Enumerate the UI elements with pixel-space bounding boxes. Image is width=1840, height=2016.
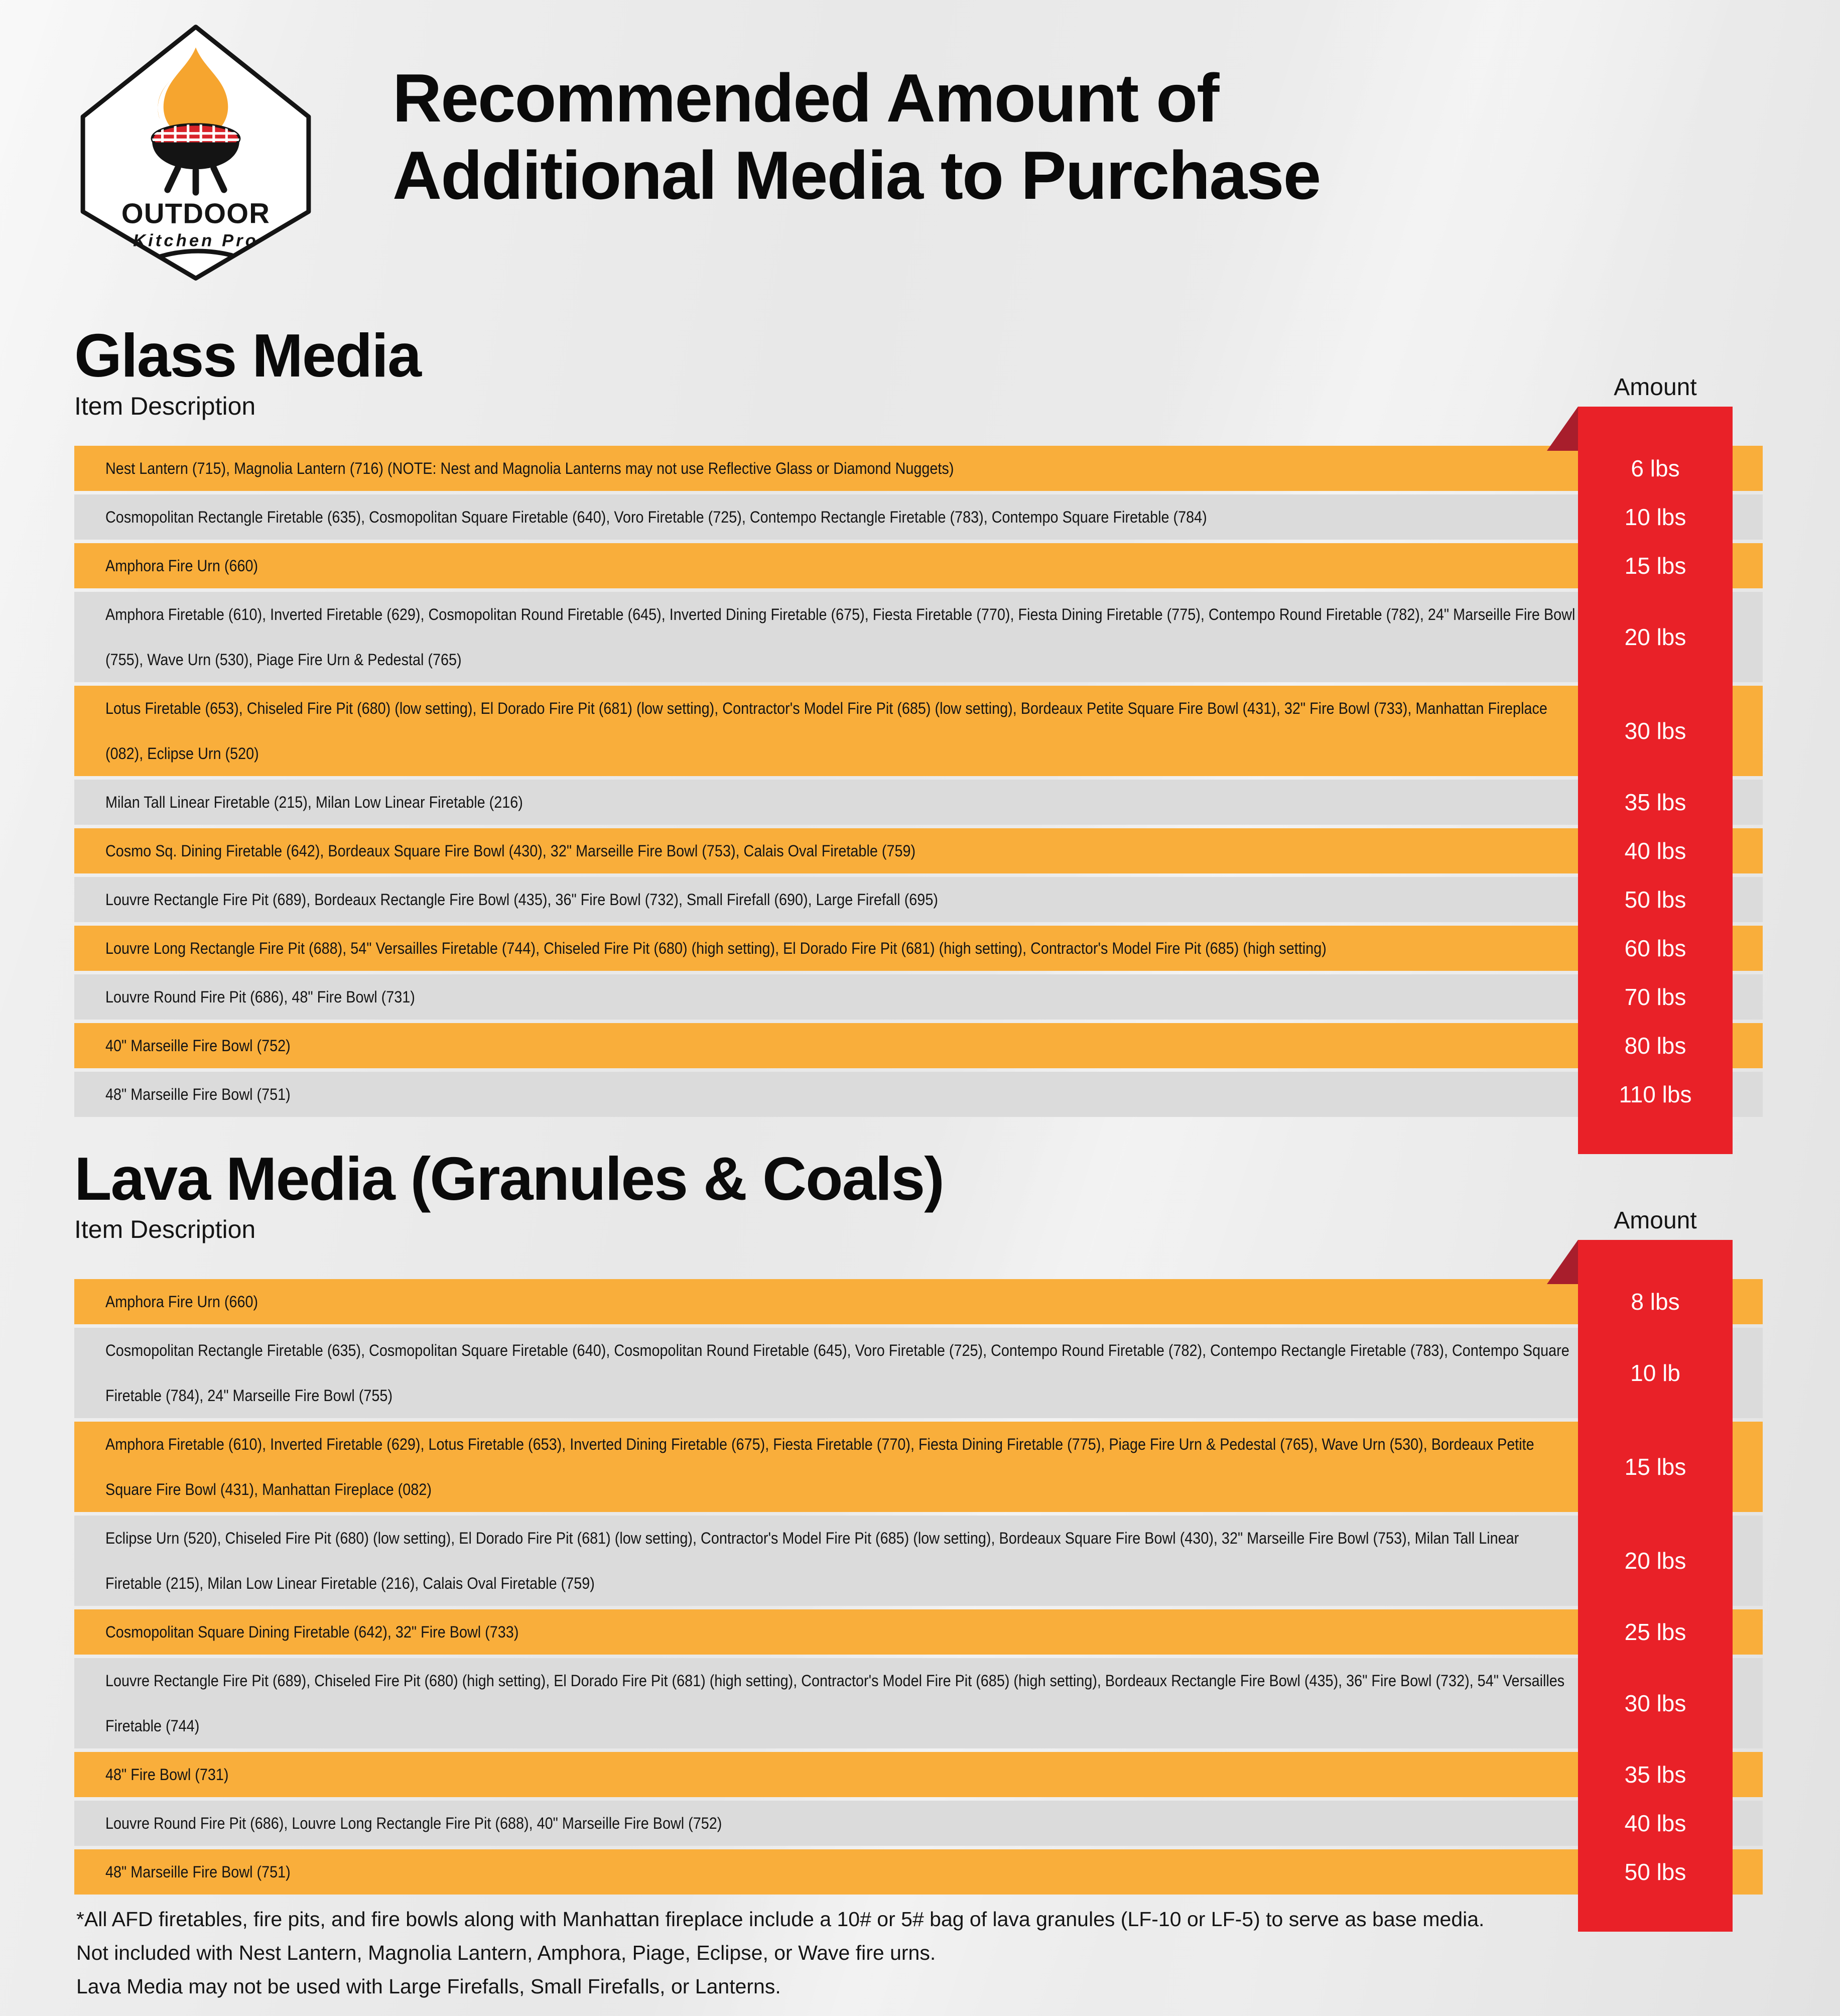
amount-value: 10 lb bbox=[1630, 1360, 1680, 1386]
table-row bbox=[74, 543, 1763, 588]
footnote-line: *All AFD firetables, fire pits, and fire bowls along with Manhattan fireplace include a 10# or 5# bag of lava granules (LF-10 or LF-5) to serve as base media. bbox=[76, 1908, 1485, 1931]
table-row bbox=[74, 446, 1763, 491]
page-title-line1: Recommended Amount of bbox=[392, 60, 1219, 136]
logo-word-outdoor: OUTDOOR bbox=[121, 197, 271, 229]
page-title bbox=[392, 59, 1320, 214]
amount-value: 15 lbs bbox=[1624, 553, 1686, 579]
amount-value: 40 lbs bbox=[1624, 838, 1686, 864]
amount-value: 50 lbs bbox=[1624, 887, 1686, 913]
item-description: Cosmo Sq. Dining Firetable (642), Bordeaux Square Fire Bowl (430), 32" Marseille Fire Bowl (753), Calais Oval Firetable (759) bbox=[105, 842, 916, 860]
item-description: Louvre Long Rectangle Fire Pit (688), 54" Versailles Firetable (744), Chiseled Fire Pit (680) (high setting), El Dorado Fire Pit (681) (high setting), Contractor's Model Fire Pit (685) (high setting) bbox=[105, 939, 1327, 957]
page-title-line2: Additional Media to Purchase bbox=[392, 137, 1321, 213]
item-description: Louvre Round Fire Pit (686), 48" Fire Bowl (731) bbox=[105, 988, 415, 1006]
table-row bbox=[74, 1752, 1763, 1797]
item-description: Amphora Fire Urn (660) bbox=[105, 1293, 258, 1311]
amount-value: 8 lbs bbox=[1631, 1289, 1680, 1315]
amount-value: 30 lbs bbox=[1624, 1690, 1686, 1716]
item-description: Cosmopolitan Rectangle Firetable (635), Cosmopolitan Square Firetable (640), Voro Firetable (725), Contempo Rectangle Firetable (783), Contempo Square Firetable (784) bbox=[105, 508, 1207, 526]
table-row bbox=[74, 974, 1763, 1020]
item-description: Eclipse Urn (520), Chiseled Fire Pit (680) (low setting), El Dorado Fire Pit (681) (low setting), Contractor's Model Fire Pit (685) (low setting), Bordeaux Square Fire Bowl (430), 32" Marseille Fire Bowl (753), Milan Tall Linear Firetable (215), Milan Low Linear Firetable (216), Calais Oval Firetable (759) bbox=[105, 1529, 1519, 1592]
table-row bbox=[74, 1658, 1763, 1748]
table-row bbox=[74, 828, 1763, 873]
glass-media-section bbox=[74, 322, 1763, 1117]
item-description: Louvre Round Fire Pit (686), Louvre Long Rectangle Fire Pit (688), 40" Marseille Fire Bowl (752) bbox=[105, 1814, 722, 1832]
grill-flame-icon bbox=[80, 24, 311, 281]
table-row bbox=[74, 1023, 1763, 1068]
item-description-header: Item Description bbox=[74, 1215, 256, 1243]
item-description: Lotus Firetable (653), Chiseled Fire Pit (680) (low setting), El Dorado Fire Pit (681) (low setting), Contractor's Model Fire Pit (685) (low setting), Bordeaux Petite Square Fire Bowl (431), 32" Fire Bowl (733), Manhattan Fireplace (082), Eclipse Urn (520) bbox=[105, 699, 1547, 763]
amount-value: 15 lbs bbox=[1624, 1454, 1686, 1480]
table-row bbox=[74, 1072, 1763, 1117]
item-description: 48" Fire Bowl (731) bbox=[105, 1766, 229, 1784]
outdoor-kitchen-pro-logo bbox=[80, 24, 311, 281]
amount-value: 80 lbs bbox=[1624, 1033, 1686, 1059]
table-row bbox=[74, 1801, 1763, 1846]
item-description-header: Item Description bbox=[74, 392, 256, 420]
footnote-line: Lava Media may not be used with Large Firefalls, Small Firefalls, or Lanterns. bbox=[76, 1975, 781, 1998]
amount-column-header: Amount bbox=[1614, 1207, 1697, 1234]
table-row bbox=[74, 926, 1763, 971]
item-description: Amphora Firetable (610), Inverted Firetable (629), Lotus Firetable (653), Inverted Dining Firetable (675), Fiesta Firetable (770), Fiesta Dining Firetable (775), Piage Fire Urn & Pedestal (765), Wave Urn (530), Bordeaux Petite Square Fire Bowl (431), Manhattan Fireplace (082) bbox=[105, 1435, 1534, 1498]
item-description: Milan Tall Linear Firetable (215), Milan Low Linear Firetable (216) bbox=[105, 793, 523, 811]
table-row bbox=[74, 686, 1763, 776]
item-description: 40" Marseille Fire Bowl (752) bbox=[105, 1037, 291, 1055]
table-row bbox=[74, 592, 1763, 682]
amount-value: 35 lbs bbox=[1624, 1761, 1686, 1788]
banner-fold bbox=[1547, 1240, 1578, 1284]
item-description: Amphora Fire Urn (660) bbox=[105, 557, 258, 575]
glass-media-title: Glass Media bbox=[74, 321, 421, 390]
amount-value: 40 lbs bbox=[1624, 1810, 1686, 1836]
item-description: Louvre Rectangle Fire Pit (689), Chiseled Fire Pit (680) (high setting), El Dorado Fire Pit (681) (high setting), Contractor's Model Fire Pit (685) (high setting), Bordeaux Rectangle Fire Bowl (435), 36" Fire Bowl (732), 54" Versailles Firetable (744) bbox=[105, 1672, 1565, 1735]
amount-value: 20 lbs bbox=[1624, 1548, 1686, 1574]
amount-value: 20 lbs bbox=[1624, 624, 1686, 650]
item-description: Louvre Rectangle Fire Pit (689), Bordeaux Rectangle Fire Bowl (435), 36" Fire Bowl (732), Small Firefall (690), Large Firefall (695) bbox=[105, 891, 938, 909]
table-row bbox=[74, 1279, 1763, 1324]
table-row bbox=[74, 780, 1763, 825]
amount-value: 25 lbs bbox=[1624, 1619, 1686, 1645]
lava-media-title: Lava Media (Granules & Coals) bbox=[74, 1145, 944, 1213]
item-description: 48" Marseille Fire Bowl (751) bbox=[105, 1085, 291, 1103]
amount-value: 10 lbs bbox=[1624, 504, 1686, 530]
logo-word-kitchen-pro: Kitchen Pro bbox=[133, 231, 258, 250]
amount-value: 6 lbs bbox=[1631, 455, 1680, 481]
item-description: Cosmopolitan Rectangle Firetable (635), Cosmopolitan Square Firetable (640), Cosmopolitan Round Firetable (645), Voro Firetable (725), Contempo Round Firetable (782), Contempo Rectangle Firetable (783), Contempo Square Firetable (784), 24" Marseille Fire Bowl (755) bbox=[105, 1341, 1569, 1405]
item-description: 48" Marseille Fire Bowl (751) bbox=[105, 1863, 291, 1881]
amount-column-header: Amount bbox=[1614, 374, 1697, 401]
item-description: Amphora Firetable (610), Inverted Firetable (629), Cosmopolitan Round Firetable (645), Inverted Dining Firetable (675), Fiesta Firetable (770), Fiesta Dining Firetable (775), Contempo Round Firetable (782), 24" Marseille Fire Bowl (755), Wave Urn (530), Piage Fire Urn & Pedestal (765) bbox=[105, 605, 1575, 669]
table-row bbox=[74, 1422, 1763, 1512]
amount-value: 35 lbs bbox=[1624, 789, 1686, 815]
table-row bbox=[74, 1328, 1763, 1418]
table-row bbox=[74, 494, 1763, 540]
footnotes bbox=[76, 1903, 1484, 2003]
item-description: Cosmopolitan Square Dining Firetable (642), 32" Fire Bowl (733) bbox=[105, 1623, 519, 1641]
amount-value: 50 lbs bbox=[1624, 1859, 1686, 1885]
amount-value: 60 lbs bbox=[1624, 935, 1686, 961]
amount-value: 110 lbs bbox=[1619, 1081, 1692, 1107]
table-row bbox=[74, 1609, 1763, 1655]
table-row bbox=[74, 1849, 1763, 1895]
footnote-line: Not included with Nest Lantern, Magnolia Lantern, Amphora, Piage, Eclipse, or Wave fire urns. bbox=[76, 1941, 936, 1964]
table-row bbox=[74, 1516, 1763, 1606]
item-description: Nest Lantern (715), Magnolia Lantern (716) (NOTE: Nest and Magnolia Lanterns may not use Reflective Glass or Diamond Nuggets) bbox=[105, 459, 954, 477]
lava-media-section bbox=[74, 1146, 1763, 1895]
amount-value: 70 lbs bbox=[1624, 984, 1686, 1010]
table-row bbox=[74, 877, 1763, 922]
amount-value: 30 lbs bbox=[1624, 718, 1686, 744]
